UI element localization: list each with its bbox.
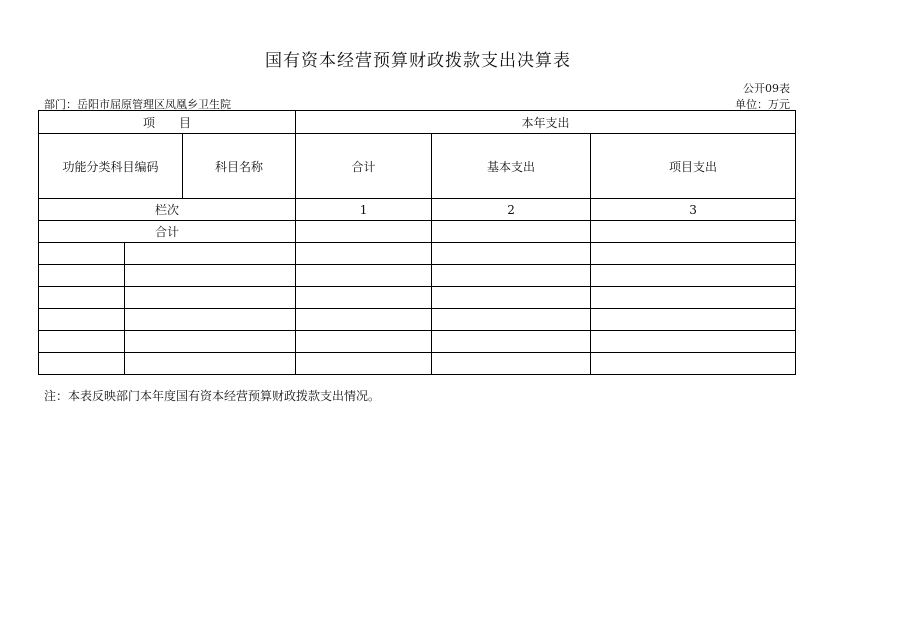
table-cell [39, 353, 125, 375]
index-1: 1 [296, 199, 432, 221]
table-row [39, 331, 796, 353]
table-row [39, 287, 796, 309]
table-cell [432, 353, 591, 375]
table-cell [296, 309, 432, 331]
table-row [39, 353, 796, 375]
table-cell [39, 243, 125, 265]
table-cell [432, 265, 591, 287]
table-cell [125, 353, 296, 375]
index-2: 2 [432, 199, 591, 221]
report-table [38, 110, 796, 375]
form-number: 公开09表 [743, 82, 790, 95]
table-cell [432, 243, 591, 265]
table-cell [125, 331, 296, 353]
table-row [39, 243, 796, 265]
table-cell [591, 309, 796, 331]
table-cell [296, 287, 432, 309]
table-cell [125, 309, 296, 331]
header-code: 功能分类科目编码 [39, 134, 183, 199]
total-label: 合计 [39, 221, 296, 243]
table-cell [125, 265, 296, 287]
index-3: 3 [591, 199, 796, 221]
header-total: 合计 [296, 134, 432, 199]
header-current-year: 本年支出 [296, 111, 796, 134]
total-project-cell [591, 221, 796, 243]
unit-label: 单位：万元 [735, 98, 790, 111]
table-cell [591, 331, 796, 353]
table-cell [39, 331, 125, 353]
table-cell [591, 353, 796, 375]
table-cell [296, 353, 432, 375]
header-basic: 基本支出 [432, 134, 591, 199]
table-cell [591, 265, 796, 287]
table-cell [39, 265, 125, 287]
table-cell [591, 243, 796, 265]
header-row-1 [39, 111, 796, 134]
department-label: 部门：岳阳市屈原管理区凤凰乡卫生院 [44, 98, 231, 111]
page-title: 国有资本经营预算财政拨款支出决算表 [265, 51, 571, 71]
total-basic-cell [432, 221, 591, 243]
table-cell [296, 265, 432, 287]
header-row-2 [39, 134, 796, 199]
table-cell [432, 309, 591, 331]
total-row [39, 221, 796, 243]
table-cell [432, 287, 591, 309]
total-cell [296, 221, 432, 243]
table-cell [39, 287, 125, 309]
header-project: 项 目 [39, 111, 296, 134]
table-cell [125, 287, 296, 309]
index-label: 栏次 [39, 199, 296, 221]
header-project-exp: 项目支出 [591, 134, 796, 199]
header-name: 科目名称 [183, 134, 296, 199]
table-cell [125, 243, 296, 265]
footnote: 注：本表反映部门本年度国有资本经营预算财政拨款支出情况。 [44, 389, 381, 403]
table-cell [432, 331, 591, 353]
table-cell [296, 331, 432, 353]
index-row [39, 199, 796, 221]
table-row [39, 309, 796, 331]
table-cell [591, 287, 796, 309]
table-row [39, 265, 796, 287]
table-cell [296, 243, 432, 265]
table-cell [39, 309, 125, 331]
